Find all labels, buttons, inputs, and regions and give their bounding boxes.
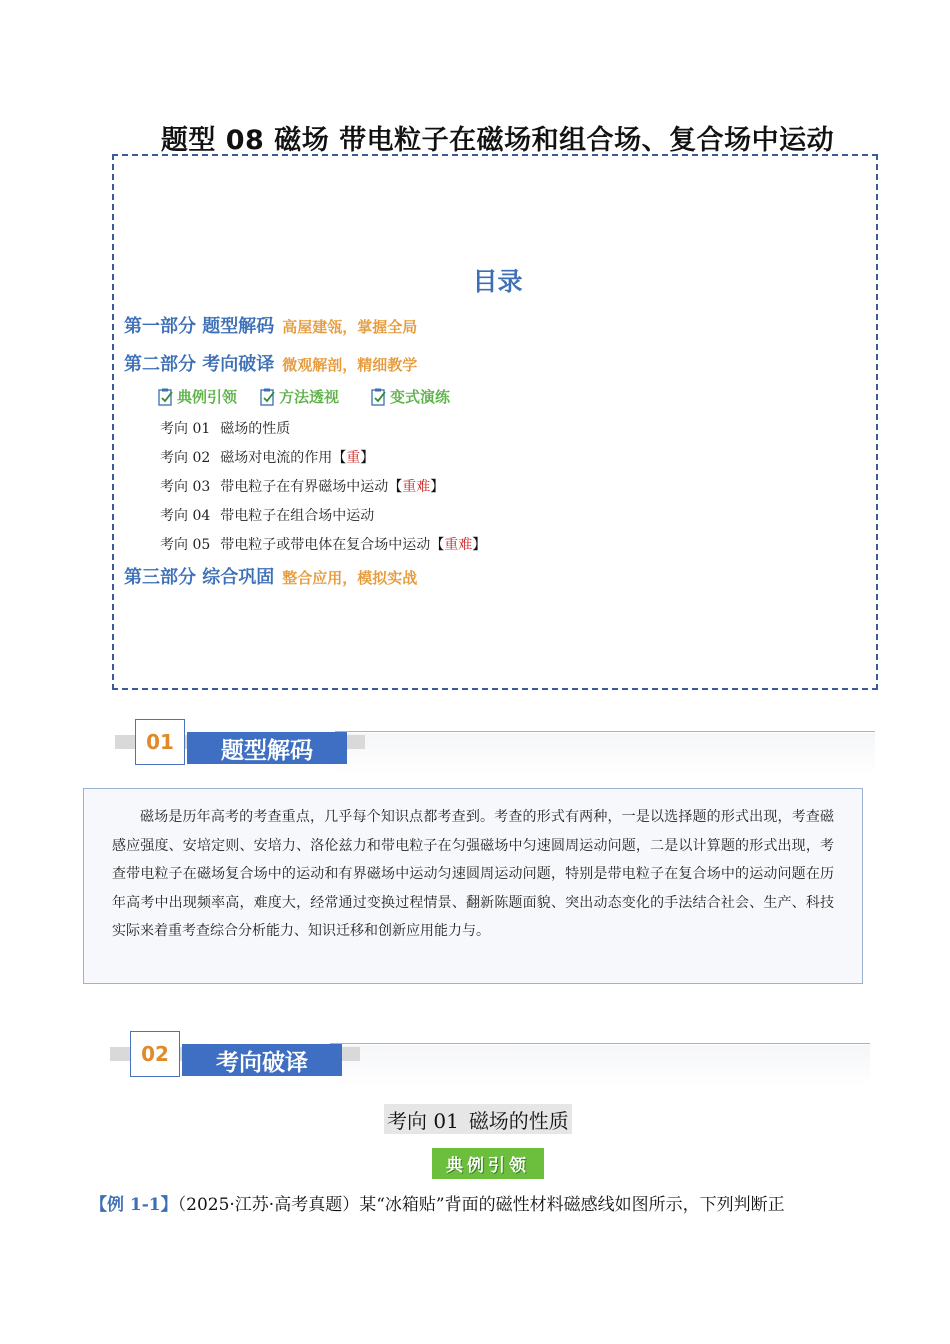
difficulty-tag: 重难 (402, 479, 431, 495)
checklist-document-icon (260, 388, 276, 406)
toc-part-label: 第三部分 综合巩固 (124, 567, 275, 588)
section-header-1 (115, 731, 875, 775)
tag-bracket-open: 【 (332, 450, 347, 466)
checklist-document-icon (158, 388, 174, 406)
toc-tool-label: 方法透视 (279, 388, 340, 406)
example-source: （2025·江苏·高考真题） (177, 1195, 360, 1215)
tag-bracket-close: 】 (430, 479, 445, 495)
toc-part-label: 第二部分 考向破译 (124, 354, 275, 375)
toc-tool-method[interactable] (260, 386, 339, 407)
toc-part-subtitle: 微观解剖，精细教学 (282, 356, 418, 374)
direction-code: 考向 02 (160, 450, 211, 466)
section-header-2 (110, 1043, 870, 1087)
toc-direction-03[interactable] (160, 476, 444, 496)
intro-box (83, 788, 863, 984)
header-shade (330, 1045, 870, 1087)
toc-direction-05[interactable] (160, 534, 486, 554)
toc-tool-typical-example[interactable] (158, 386, 237, 407)
direction-heading (384, 1104, 572, 1134)
tag-bracket-open: 【 (430, 537, 445, 553)
tag-bracket-open: 【 (388, 479, 403, 495)
section-number: 02 (130, 1031, 180, 1077)
toc-direction-02[interactable] (160, 447, 374, 467)
toc-part-subtitle: 高屋建瓴，掌握全局 (282, 318, 418, 336)
direction-title: 带电粒子在组合场中运动 (220, 508, 375, 524)
section-title: 题型解码 (187, 732, 347, 764)
direction-code: 考向 03 (160, 479, 211, 495)
toc-tool-label: 典例引领 (177, 388, 238, 406)
toc-direction-04[interactable] (160, 505, 374, 525)
toc-part-label: 第一部分 题型解码 (124, 316, 275, 337)
example-question (90, 1190, 785, 1215)
direction-code: 考向 01 (160, 421, 211, 437)
checklist-document-icon (371, 388, 387, 406)
header-shade (335, 733, 875, 775)
difficulty-tag: 重难 (444, 537, 473, 553)
direction-title: 磁场的性质 (468, 1108, 569, 1133)
direction-title: 磁场的性质 (220, 421, 291, 437)
toc-part-2[interactable] (124, 350, 417, 376)
document-title: 题型 08 磁场 带电粒子在磁场和组合场、复合场中运动 (160, 125, 835, 156)
typical-example-badge: 典例引领 (432, 1148, 544, 1179)
tag-bracket-close: 】 (360, 450, 375, 466)
toc-tool-label: 变式演练 (390, 388, 451, 406)
intro-paragraph: 磁场是历年高考的考查重点，几乎每个知识点都考查到。考查的形式有两种，一是以选择题的形式出现，考查磁感应强度、安培定则、安培力、洛伦兹力和带电粒子在匀强磁场中匀速圆周运动问题，二是以计算题的形式出现，考查带电粒子在磁场复合场中的运动和有界磁场中运动匀速圆周运动问题，特别是带电粒子在复合场中的运动问题在历年高考中出现频率高，难度大，经常通过变换过程情景、翻新陈题面貌、突出动态变化的手法结合社会、生产、科技实际来着重考查综合分析能力、知识迁移和创新应用能力与。 (112, 809, 834, 940)
toc-direction-01[interactable] (160, 418, 290, 438)
toc-part-1[interactable] (124, 312, 417, 338)
example-text: 某“冰箱贴”背面的磁性材料磁感线如图所示，下列判断正 (359, 1195, 785, 1215)
toc-part-3[interactable] (124, 563, 417, 589)
toc-heading: 目录 (472, 267, 523, 296)
example-label: 【例 1-1】 (90, 1195, 178, 1215)
direction-code: 考向 05 (160, 537, 211, 553)
tag-bracket-close: 】 (472, 537, 487, 553)
toc-part-subtitle: 整合应用，模拟实战 (282, 569, 418, 587)
difficulty-tag: 重 (346, 450, 361, 466)
direction-title: 带电粒子或带电体在复合场中运动 (220, 537, 431, 553)
header-rule (335, 731, 875, 732)
section-title: 考向破译 (182, 1044, 342, 1076)
header-rule (330, 1043, 870, 1044)
direction-title: 磁场对电流的作用 (220, 450, 333, 466)
direction-title: 带电粒子在有界磁场中运动 (220, 479, 389, 495)
direction-code: 考向 01 (387, 1108, 459, 1133)
section-number: 01 (135, 719, 185, 765)
toc-tool-variant-practice[interactable] (371, 386, 450, 407)
direction-code: 考向 04 (160, 508, 211, 524)
